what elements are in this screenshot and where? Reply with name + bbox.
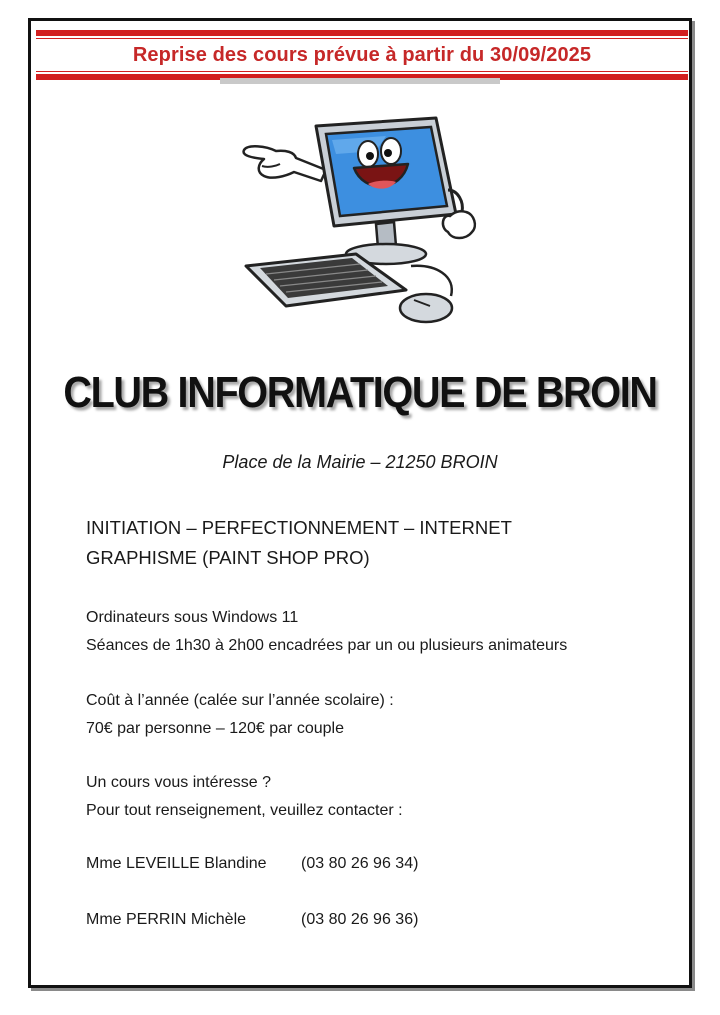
- course-line-1: INITIATION – PERFECTIONNEMENT – INTERNET: [86, 517, 512, 538]
- pricing-line-2: 70€ par personne – 120€ par couple: [86, 720, 344, 737]
- pricing-info: [86, 687, 394, 743]
- banner-shadow: [220, 78, 500, 84]
- computer-mascot-icon: [236, 106, 486, 331]
- contact-name: Mme LEVEILLE Blandine: [86, 855, 267, 872]
- club-title-text: CLUB INFORMATIQUE DE BROIN: [63, 368, 657, 417]
- equipment-line-2: Séances de 1h30 à 2h00 encadrées par un ou plusieurs animateurs: [86, 637, 568, 654]
- contact-name: Mme PERRIN Michèle: [86, 911, 247, 928]
- contact-phone: (03 80 26 96 34): [301, 855, 419, 872]
- contact-intro-line-1: Un cours vous intéresse ?: [86, 774, 271, 791]
- pricing-line-1: Coût à l’année (calée sur l’année scolaire) :: [86, 692, 394, 709]
- club-address: Place de la Mairie – 21250 BROIN: [222, 452, 498, 472]
- equipment-line-1: Ordinateurs sous Windows 11: [86, 609, 299, 626]
- equipment-info: [86, 604, 567, 660]
- announcement-banner: [36, 30, 688, 80]
- contact-intro: [86, 769, 403, 825]
- contact-intro-line-2: Pour tout renseignement, veuillez contacter :: [86, 802, 403, 819]
- contact-row: [86, 911, 419, 929]
- contact-row: [86, 855, 419, 873]
- club-title: [36, 368, 684, 418]
- contact-phone: (03 80 26 96 36): [301, 911, 419, 928]
- announcement-text: Reprise des cours prévue à partir du 30/09/2025: [132, 43, 592, 66]
- course-line-2: GRAPHISME (PAINT SHOP PRO): [86, 547, 370, 568]
- course-offerings: [86, 513, 512, 573]
